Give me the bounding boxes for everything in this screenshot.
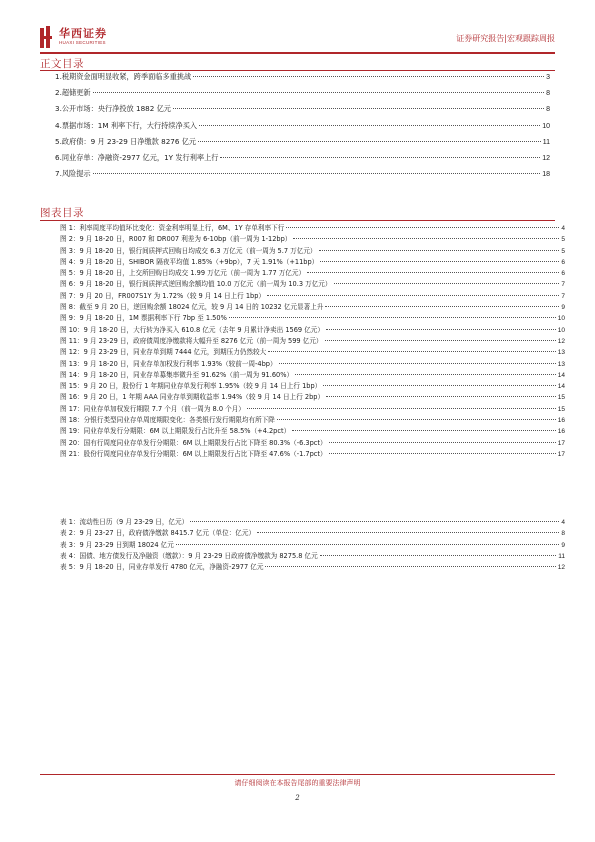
entry-page-number: 4 [561,225,565,232]
entry-page-number: 8 [561,530,565,538]
entry-page-number: 17 [557,450,565,458]
figure-entry[interactable] [60,414,565,425]
entry-page-number: 13 [557,360,565,368]
dot-leader [176,544,560,545]
main-toc-divider [40,70,555,71]
entry-label: 图 17：同业存单加权发行期限 7.7 个月（前一周为 8.0 个月） [60,404,245,413]
table-entry[interactable] [60,516,565,527]
figure-entry[interactable] [60,324,565,335]
figure-entry[interactable] [60,301,565,312]
entry-page-number: 8 [546,90,550,98]
toc-entry[interactable] [55,88,550,104]
entry-label: 表 3：9 月 23-29 日到期 18024 亿元 [60,540,174,549]
dot-leader [325,306,559,307]
entry-page-number: 7 [561,292,565,300]
dot-leader [229,317,556,318]
entry-page-number: 6 [561,270,565,278]
entry-label: 图 6：9 月 18-20 日，银行间质押式逆回购余额均值 10.0 万亿元（前一周为 10.3 万亿元） [60,280,332,289]
dot-leader [267,295,559,296]
figure-entry[interactable] [60,256,565,267]
entry-label: 图 11：9 月 23-29 日，政府债周度净缴款将大幅升至 8276 亿元（前一周为 599 亿元） [60,336,323,345]
toc-entry[interactable] [55,137,550,153]
entry-label: 图 4：9 月 18-20 日，SHIBOR 隔夜平均值 1.85%（+9bp），7 天 1.91%（+11bp） [60,257,319,266]
dot-leader [307,272,559,273]
entry-page-number: 7 [561,281,565,289]
dot-leader [277,419,556,420]
dot-leader [319,250,560,251]
footer-divider [40,774,555,775]
entry-label: 图 13：9 月 18-20 日，同业存单加权发行利率 1.93%（较前一周-4bp） [60,359,277,368]
entry-label: 图 1：利率周度平均值环比变化：资金利率明显上行，6M、1Y 存单利率下行 [60,224,285,232]
dot-leader [93,173,541,174]
figure-entry[interactable] [60,233,565,244]
entry-page-number: 16 [557,417,565,425]
entry-label: 图 9：9 月 18-20 日，1M 票据利率下行 7bp 至 1.50% [60,314,227,323]
figure-entry[interactable] [60,245,565,256]
entry-label: 图 3：9 月 18-20 日，银行间质押式回购日均成交 6.3 万亿元（前一周为 5.7 万亿元） [60,246,317,255]
entry-label: 图 21：股份行周度同业存单发行分期限：6M 以上期限发行占比下降至 47.6%（-1.7pct） [60,449,327,458]
dot-leader [93,92,544,93]
entry-label: 图 5：9 月 18-20 日，上交所回购日均成交 1.99 万亿元（前一周为 1.77 万亿元） [60,269,306,278]
entry-page-number: 8 [546,106,550,114]
figure-list [60,222,565,459]
entry-label: 图 14：9 月 18-20 日，同业存单募集率微升至 91.62%（前一周为 91.60%） [60,370,294,379]
main-toc-title: 正文目录 [40,58,84,70]
entry-page-number: 11 [558,552,565,560]
entry-page-number: 5 [561,247,565,255]
dot-leader [190,521,559,522]
toc-entry[interactable] [55,153,550,169]
dot-leader [247,408,556,409]
figure-entry[interactable] [60,403,565,414]
entry-label: 图 19：同业存单发行分期限：6M 以上期限发行占比升至 58.5%（+4.2pct） [60,427,291,436]
dot-leader [326,396,556,397]
entry-page-number: 12 [542,154,550,162]
entry-label: 1.税期资金面明显收紧，跨季面临多重挑战 [55,72,192,81]
company-logo [40,24,107,50]
dot-leader [329,442,556,443]
toc-entry[interactable] [55,72,550,88]
entry-label: 图 12：9 月 23-29 日，同业存单到期 7444 亿元，到期压力仍然较大 [60,348,267,357]
legal-notice: 请仔细阅读在本报告尾部的重要法律声明 [234,779,361,787]
dot-leader [268,351,556,352]
entry-label: 图 20：国有行周度同业存单发行分期限：6M 以上期限发行占比下降至 80.3%（-6.3pct） [60,438,327,447]
entry-label: 2.超储更新 [55,88,91,98]
dot-leader [279,363,556,364]
entry-page-number: 9 [561,541,565,549]
figure-entry[interactable] [60,267,565,278]
entry-page-number: 6 [561,258,565,266]
dot-leader [320,555,557,556]
entry-label: 6.同业存单：净融资-2977 亿元，1Y 发行利率上行 [55,152,219,162]
figure-entry[interactable] [60,335,565,346]
table-entry[interactable] [60,539,565,550]
toc-entry[interactable] [55,169,550,185]
huaxi-logo-icon [40,26,54,48]
entry-page-number: 10 [557,326,565,334]
figure-entry[interactable] [60,380,565,391]
figure-entry[interactable] [60,425,565,436]
entry-label: 表 1：流动性日历（9 月 23-29 日，亿元） [60,518,189,526]
entry-label: 图 18：分银行类型同业存单周度期限变化：各类银行发行期限均有所下降 [60,416,275,425]
dot-leader [199,125,540,126]
toc-entry[interactable] [55,104,550,120]
entry-page-number: 12 [557,337,565,345]
entry-label: 图 8：截至 9 月 20 日，逆回购余额 18024 亿元，较 9 月 14 日的 10232 亿元显著上升 [60,303,324,312]
entry-label: 表 5：9 月 18-20 日，同业存单发行 4780 亿元，净融资-2977 亿元 [60,563,264,572]
figure-entry[interactable] [60,312,565,323]
entry-page-number: 15 [557,405,565,413]
dot-leader [193,76,544,77]
toc-entry[interactable] [55,121,550,137]
table-entry[interactable] [60,527,565,538]
page-number: 2 [295,794,300,802]
figure-entry[interactable] [60,437,565,448]
figure-toc-divider [40,220,555,221]
figure-entry[interactable] [60,448,565,459]
dot-leader [257,532,559,533]
entry-page-number: 11 [542,138,550,146]
dot-leader [323,385,556,386]
figure-entry[interactable] [60,278,565,289]
entry-label: 表 2：9 月 23-27 日，政府债净缴款 8415.7 亿元（单位：亿元） [60,529,256,538]
dot-leader [292,430,556,431]
dot-leader [326,329,556,330]
dot-leader [325,340,556,341]
dot-leader [173,108,544,109]
header-divider [40,52,555,54]
figure-entry[interactable] [60,358,565,369]
page-header [40,24,555,50]
entry-page-number: 12 [557,564,565,572]
entry-page-number: 18 [542,171,550,179]
dot-leader [220,157,540,158]
entry-label: 4.票据市场：1M 利率下行，大行持续净买入 [55,120,198,130]
entry-page-number: 14 [557,383,565,391]
figure-toc-title: 图表目录 [40,207,84,219]
entry-label: 图 7：9 月 20 日，FR007S1Y 为 1.72%（较 9 月 14 日上行 1bp） [60,291,266,300]
dot-leader [286,227,559,228]
dot-leader [329,453,556,454]
dot-leader [334,283,560,284]
report-type-label: 证券研究报告|宏观跟踪周报 [456,34,555,43]
dot-leader [293,238,559,239]
entry-page-number: 14 [557,371,565,379]
entry-label: 3.公开市场：央行净投放 1882 亿元 [55,104,171,114]
entry-page-number: 15 [557,394,565,402]
figure-entry[interactable] [60,222,565,233]
entry-label: 图 15：9 月 20 日，股份行 1 年期同业存单发行利率 1.95%（较 9 月 14 日上行 1bp） [60,382,322,391]
entry-label: 表 4：国债、地方债发行及净融资（缴款）：9 月 23-29 日政府债净缴款为 8275.8 亿元 [60,551,318,560]
entry-label: 7.风险提示 [55,169,91,179]
entry-page-number: 17 [557,439,565,447]
table-list [60,516,565,572]
entry-label: 5.政府债：9 月 23-29 日净缴款 8276 亿元 [55,136,197,146]
dot-leader [295,374,556,375]
entry-page-number: 3 [546,74,550,81]
entry-page-number: 4 [561,519,565,526]
entry-label: 图 16：9 月 20 日，1 年期 AAA 同业存单到期收益率 1.94%（较 9 月 14 日上行 2bp） [60,393,325,402]
entry-label: 图 2：9 月 18-20 日，R007 和 DR007 利差为 6-10bp（前一周为 1-12bp） [60,235,292,244]
logo-english-name: HUAXI SECURITIES [59,40,106,46]
entry-page-number: 16 [557,428,565,436]
entry-page-number: 13 [557,349,565,357]
figure-entry[interactable] [60,369,565,380]
dot-leader [265,566,555,567]
entry-page-number: 5 [561,236,565,244]
entry-label: 图 10：9 月 18-20 日，大行转为净买入 610.8 亿元（去年 9 月累计净卖出 1569 亿元） [60,325,324,334]
main-toc-list [55,72,550,185]
table-entry[interactable] [60,561,565,572]
entry-page-number: 10 [542,122,550,130]
figure-entry[interactable] [60,346,565,357]
table-entry[interactable] [60,550,565,561]
figure-entry[interactable] [60,290,565,301]
entry-page-number: 9 [561,304,565,312]
dot-leader [198,141,541,142]
logo-chinese-name: 华西证券 [59,27,107,41]
figure-entry[interactable] [60,391,565,402]
dot-leader [320,261,559,262]
entry-page-number: 10 [557,315,565,323]
